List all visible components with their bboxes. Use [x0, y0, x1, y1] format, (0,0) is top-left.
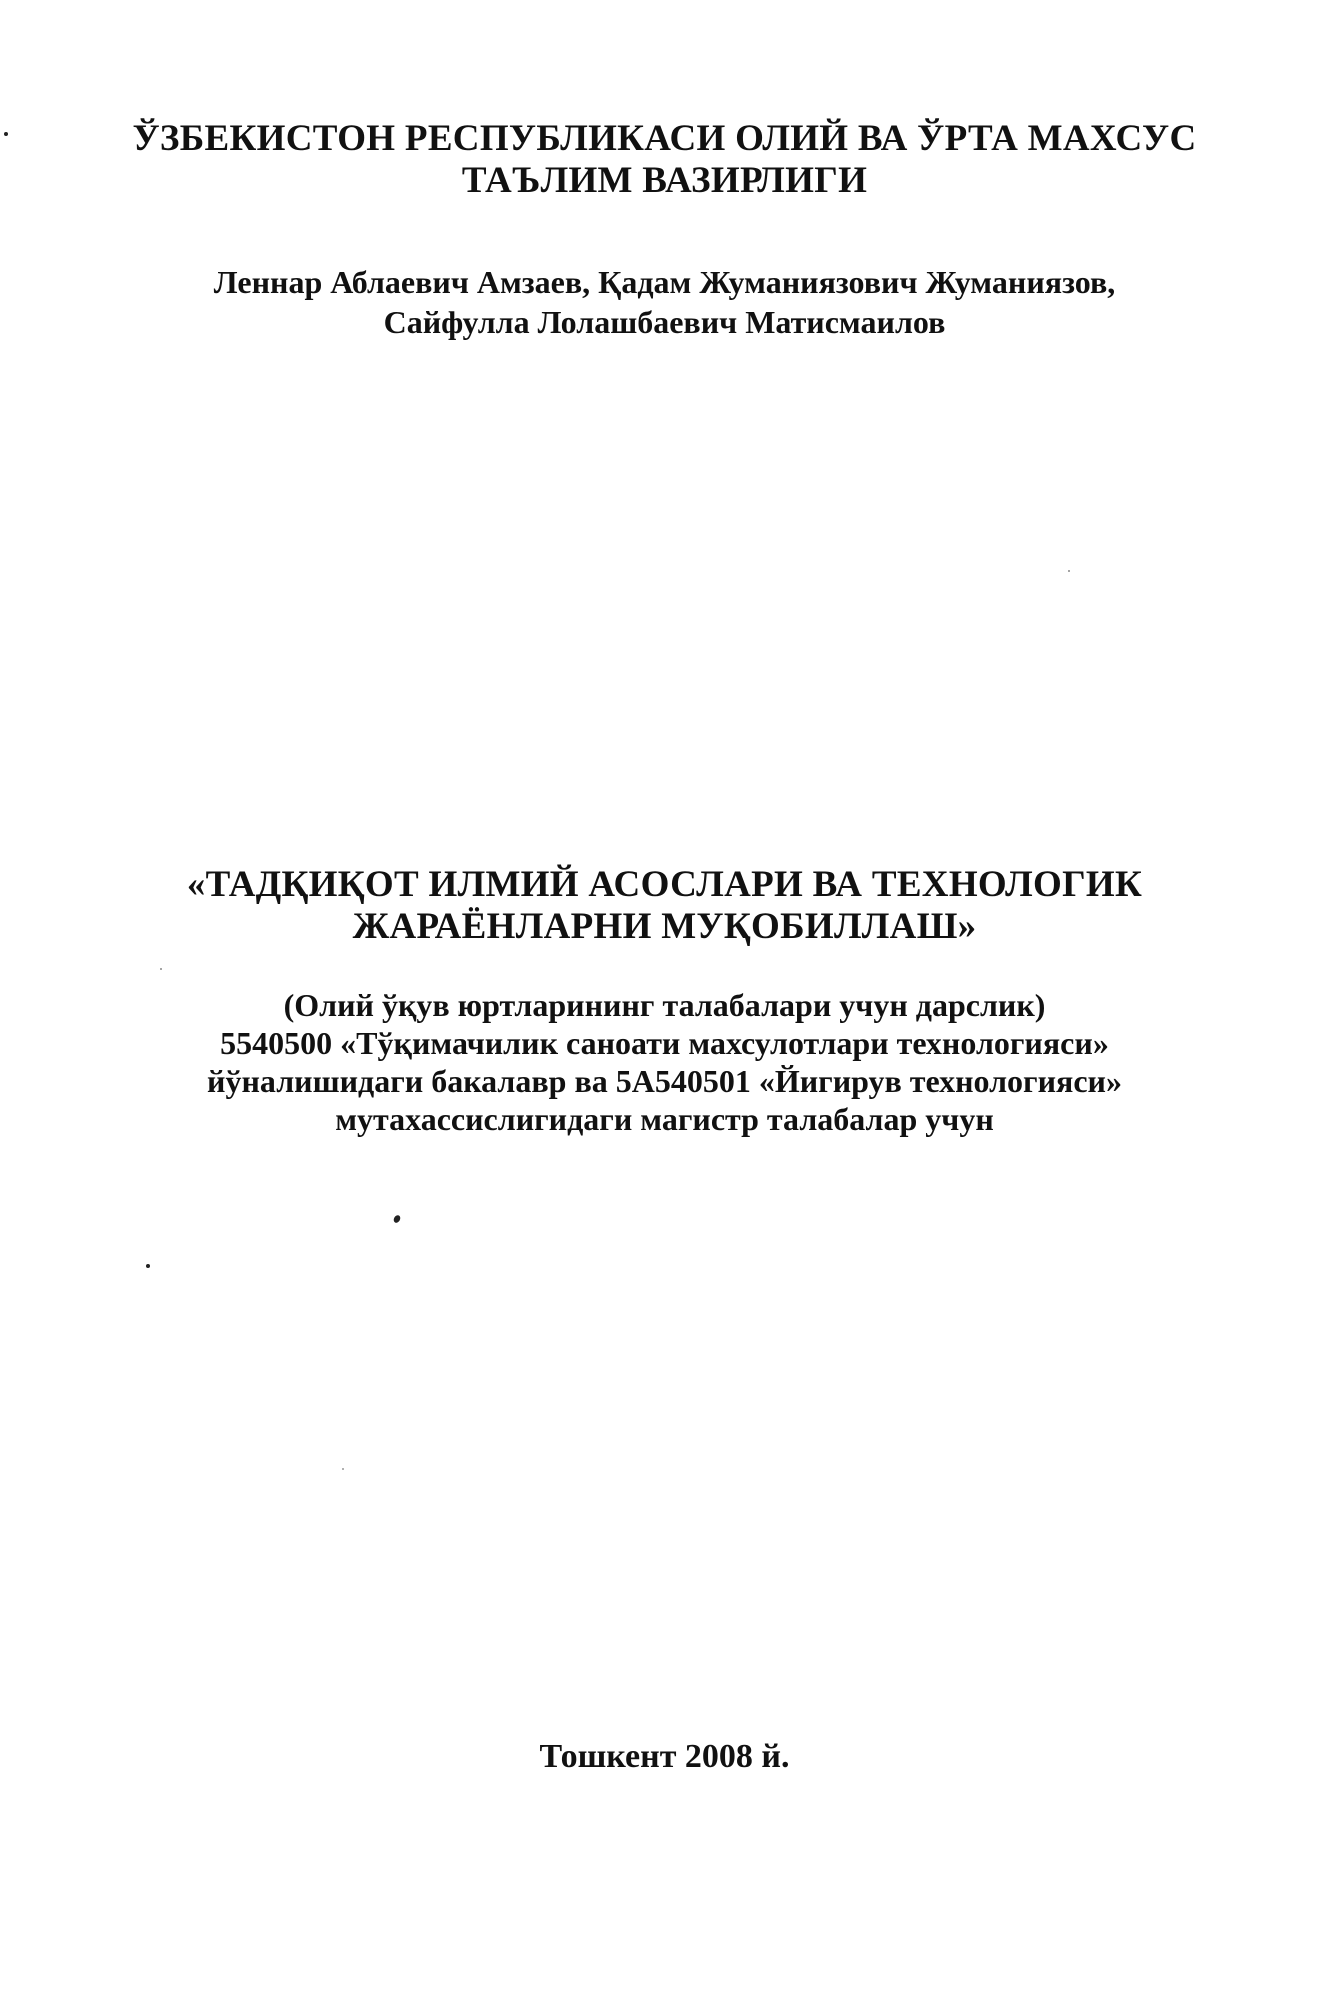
subtitle-line-2: 5540500 «Тўқимачилик саноати махсулотлари технологияси»: [220, 1025, 1109, 1061]
ministry-line-2: ТАЪЛИМ ВАЗИРЛИГИ: [461, 160, 868, 201]
authors-line-1: Леннар Аблаевич Амзаев, Қадам Жуманиязович Жуманиязов,: [213, 264, 1116, 300]
place-and-year: [0, 1737, 1329, 1777]
authors-line-2: Сайфулла Лолашбаевич Матисмаилов: [383, 304, 946, 340]
scan-speck: [342, 1468, 344, 1470]
book-subtitle: [0, 986, 1329, 1138]
scan-speck: [160, 968, 162, 970]
subtitle-line-3: йўналишидаги бакалавр ва 5А540501 «Йигирув технологияси»: [207, 1063, 1122, 1099]
ministry-line-1: ЎЗБЕКИСТОН РЕСПУБЛИКАСИ ОЛИЙ ВА ЎРТА МАХСУС: [132, 118, 1197, 159]
scan-speck: [146, 1264, 150, 1268]
scan-speck: [4, 132, 8, 136]
subtitle-line-1: (Олий ўқув юртларининг талабалари учун дарслик): [283, 987, 1046, 1023]
place-year-text: Тошкент 2008 й.: [539, 1738, 790, 1775]
scan-speck: [392, 1214, 401, 1224]
authors: [0, 262, 1329, 342]
scan-speck: [1068, 570, 1070, 572]
title-line-2: ЖАРАЁНЛАРНИ МУҚОБИЛЛАШ»: [352, 906, 977, 947]
ministry-heading: [0, 118, 1329, 202]
subtitle-line-4: мутахассислигидаги магистр талабалар учун: [335, 1101, 994, 1137]
book-title: [0, 864, 1329, 948]
title-line-1: «ТАДҚИҚОТ ИЛМИЙ АСОСЛАРИ ВА ТЕХНОЛОГИК: [186, 864, 1143, 905]
